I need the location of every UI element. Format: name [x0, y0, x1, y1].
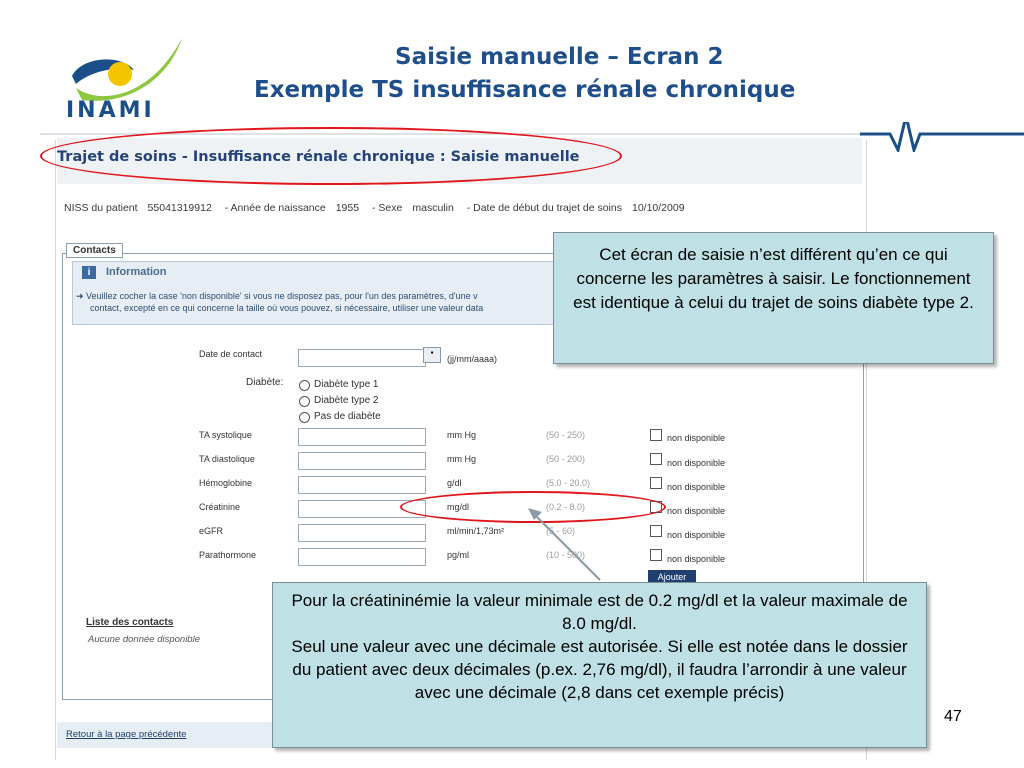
na-checkbox[interactable] [650, 525, 662, 537]
contacts-list-title: Liste des contacts [86, 617, 174, 628]
callout-bottom [272, 582, 927, 748]
contacts-list-empty: Aucune donnée disponible [88, 634, 200, 645]
na-label: non disponible [667, 506, 726, 516]
title-highlight-oval [40, 127, 622, 185]
parathormone-input[interactable] [298, 548, 426, 566]
row-unit: ml/min/1,73m² [447, 526, 505, 536]
slide-title-line1: Saisie manuelle – Ecran 2 [395, 44, 724, 70]
logo-text: INAMI [66, 98, 155, 123]
row-range: (0.2 - 8.0) [546, 502, 586, 512]
egfr-input[interactable] [298, 524, 426, 542]
callout-bottom-line2: Seul une valeur avec une décimale est autorisée. Si elle est notée dans le dossier du patient avec deux décimales (p.ex. 2,76 mg/dl), il faudra l’arrondir à une valeur avec une décimale (2,8 dans cet exemple précis) [291, 637, 908, 702]
na-label: non disponible [667, 554, 726, 564]
info-title: Information [106, 266, 167, 278]
row-unit: mg/dl [447, 502, 470, 512]
row-label: Parathormone [199, 550, 257, 560]
row-label: eGFR [199, 526, 224, 536]
niss-value: 55041319912 [147, 202, 212, 214]
ta-diastolique-input[interactable] [298, 452, 426, 470]
date-contact-input[interactable] [298, 349, 426, 367]
birth-label: - Année de naissance [224, 202, 326, 214]
patient-info-line [64, 202, 695, 214]
row-label: TA diastolique [199, 454, 255, 464]
calendar-icon[interactable]: ▪ [423, 347, 441, 363]
callout-top: Cet écran de saisie n’est différent qu’en ce qui concerne les paramètres à saisir. Le fonctionnement est identique à celui du trajet de soins diabète type 2. [553, 232, 994, 364]
form-title: Trajet de soins - Insuffisance rénale chronique : Saisie manuelle [57, 149, 580, 165]
callout-bottom-line1: Pour la créatininémie la valeur minimale est de 0.2 mg/dl et la valeur maximale de 8.0 mg/dl. [291, 591, 908, 633]
birth-value: 1955 [335, 202, 360, 214]
add-button[interactable]: Ajouter [648, 570, 696, 585]
start-value: 10/10/2009 [631, 202, 685, 214]
info-text-line2: contact, excepté en ce qui concerne la taille où vous pouvez, si nécessaire, utiliser une valeur data [90, 303, 484, 313]
na-label: non disponible [667, 530, 726, 540]
radio-diabete-type1[interactable] [299, 380, 310, 391]
row-range: (50 - 250) [546, 430, 586, 440]
date-format-hint: (jj/mm/aaaa) [447, 354, 498, 364]
info-text-line1: Veuillez cocher la case 'non disponible' si vous ne disposez pas, pour l'un des paramètres, d'une v [86, 291, 478, 301]
diabete-label: Diabète: [246, 377, 284, 388]
radio-diabete-type2[interactable] [299, 396, 310, 407]
back-link[interactable]: Retour à la page précédente [66, 729, 187, 740]
arrow-right-icon: ➜ [76, 291, 87, 301]
row-range: (5.0 - 20.0) [546, 478, 591, 488]
info-icon: i [82, 266, 96, 279]
radio-diabete-type1-label: Diabète type 1 [314, 379, 379, 390]
row-label: Hémoglobine [199, 478, 253, 488]
sex-value: masculin [412, 202, 454, 214]
row-range: (10 - 500) [546, 550, 586, 560]
slide-title-line2: Exemple TS insuffisance rénale chronique [254, 77, 796, 103]
row-range: (50 - 200) [546, 454, 586, 464]
start-label: - Date de début du trajet de soins [466, 202, 622, 214]
row-label: TA systolique [199, 430, 252, 440]
row-label: Créatinine [199, 502, 241, 512]
info-text [76, 290, 556, 314]
na-checkbox[interactable] [650, 549, 662, 561]
radio-pas-de-diabete-label: Pas de diabète [314, 411, 381, 422]
na-label: non disponible [667, 433, 726, 443]
row-range: (5 - 60) [546, 526, 576, 536]
na-label: non disponible [667, 482, 726, 492]
row-unit: mm Hg [447, 454, 476, 464]
date-contact-label: Date de contact [199, 349, 263, 359]
na-checkbox[interactable] [650, 429, 662, 441]
callout-pointer-arrow [520, 500, 630, 590]
page-number: 47 [944, 708, 962, 725]
na-checkbox[interactable] [650, 477, 662, 489]
sex-label: - Sexe [372, 202, 403, 214]
radio-diabete-type2-label: Diabète type 2 [314, 395, 379, 406]
row-unit: g/dl [447, 478, 462, 488]
na-checkbox[interactable] [650, 453, 662, 465]
hemoglobine-input[interactable] [298, 476, 426, 494]
na-label: non disponible [667, 458, 726, 468]
ta-systolique-input[interactable] [298, 428, 426, 446]
row-unit: pg/ml [447, 550, 470, 560]
row-unit: mm Hg [447, 430, 476, 440]
radio-pas-de-diabete[interactable] [299, 412, 310, 423]
niss-label: NISS du patient [64, 202, 138, 214]
contacts-legend: Contacts [66, 243, 123, 258]
